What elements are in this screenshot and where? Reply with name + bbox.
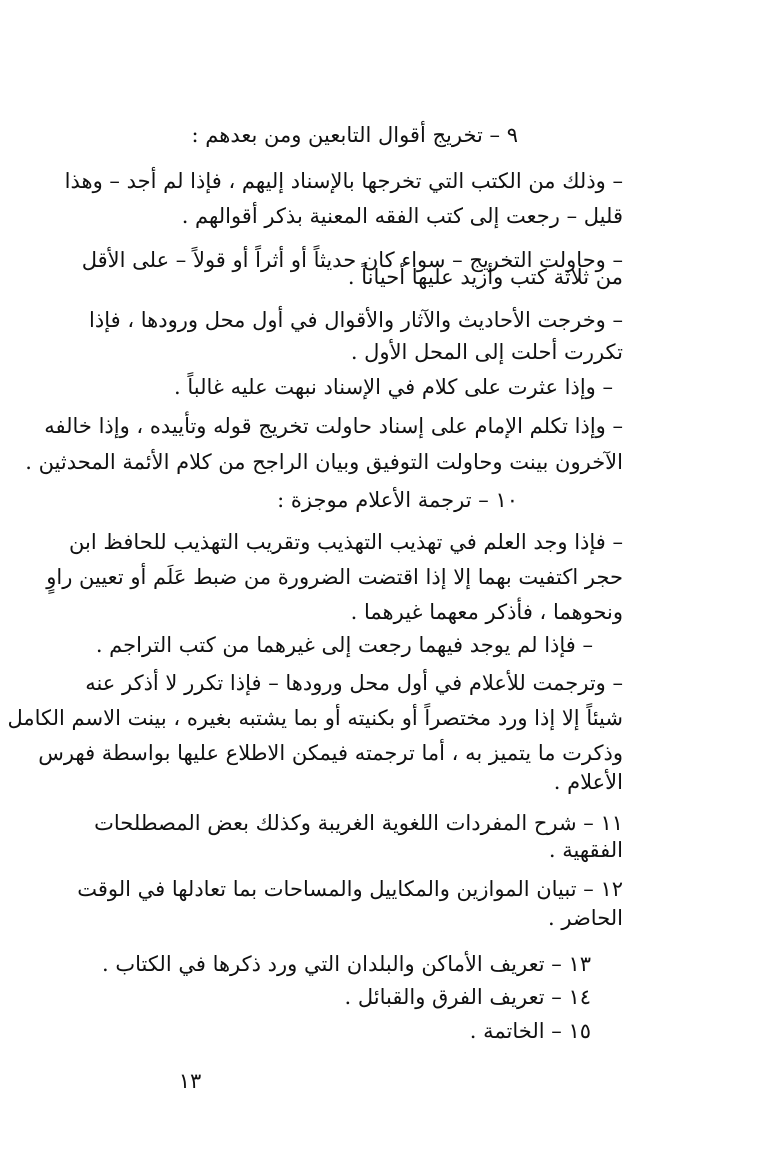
section-heading-12: ١٢ – تبيان الموازين والمكاييل والمساحات بما تعادلها في الوقت bbox=[77, 877, 623, 901]
paragraph-line: شيئاً إلا إذا ورد مختصراً أو بكنيته أو بما يشتبه بغيره ، بينت الاسم الكامل bbox=[7, 706, 623, 730]
paragraph-line: – وحاولت التخريج – سواء كان حديثاً أو أثراً أو قولاً – على الأقل bbox=[81, 248, 623, 272]
paragraph-line: الفقهية . bbox=[548, 838, 623, 862]
section-heading-10: ١٠ – ترجمة الأعلام موجزة : bbox=[277, 488, 518, 512]
paragraph-line: – فإذا وجد العلم في تهذيب التهذيب وتقريب التهذيب للحافظ ابن bbox=[69, 530, 623, 554]
paragraph-line: قليل – رجعت إلى كتب الفقه المعنية بذكر أقوالهم . bbox=[181, 204, 623, 228]
paragraph-line: – وذلك من الكتب التي تخرجها بالإسناد إليهم ، فإذا لم أجد – وهذا bbox=[64, 169, 623, 193]
paragraph-line: حجر اكتفيت بهما إلا إذا اقتضت الضرورة من ضبط عَلَم أو تعيين راوٍ bbox=[46, 565, 623, 589]
paragraph-line: الحاضر . bbox=[548, 906, 623, 930]
section-heading-13: ١٣ – تعريف الأماكن والبلدان التي ورد ذكرها في الكتاب . bbox=[101, 952, 591, 976]
paragraph-line: – وترجمت للأعلام في أول محل ورودها – فإذا تكرر لا أذكر عنه bbox=[85, 671, 623, 695]
paragraph-line: تكررت أحلت إلى المحل الأول . bbox=[350, 340, 623, 364]
section-heading-15: ١٥ – الخاتمة . bbox=[469, 1019, 591, 1043]
paragraph-line: من ثلاثة كتب وأزيد عليها أحياناً . bbox=[347, 265, 623, 289]
paragraph-line: – وإذا عثرت على كلام في الإسناد نبهت عليه غالباً . bbox=[174, 375, 613, 399]
paragraph-line: وذكرت ما يتميز به ، أما ترجمته فيمكن الاطلاع عليها بواسطة فهرس bbox=[38, 741, 623, 765]
section-heading-14: ١٤ – تعريف الفرق والقبائل . bbox=[344, 985, 591, 1009]
paragraph-line: – وخرجت الأحاديث والآثار والأقوال في أول محل ورودها ، فإذا bbox=[89, 308, 623, 332]
paragraph-line: – وإذا تكلم الإمام على إسناد حاولت تخريج قوله وتأييده ، وإذا خالفه bbox=[44, 414, 623, 438]
paragraph-line: ونحوهما ، فأذكر معهما غيرهما . bbox=[350, 600, 623, 624]
paragraph-line: الأعلام . bbox=[553, 770, 623, 794]
paragraph-line: الآخرون بينت وحاولت التوفيق وبيان الراجح من كلام الأئمة المحدثين . bbox=[25, 450, 623, 474]
section-heading-11: ١١ – شرح المفردات اللغوية الغريبة وكذلك بعض المصطلحات bbox=[94, 811, 623, 835]
paragraph-line: – فإذا لم يوجد فيهما رجعت إلى غيرهما من كتب التراجم . bbox=[95, 633, 593, 657]
page-number: ١٣ bbox=[178, 1069, 202, 1093]
section-heading-9: ٩ – تخريج أقوال التابعين ومن بعدهم : bbox=[191, 123, 518, 147]
